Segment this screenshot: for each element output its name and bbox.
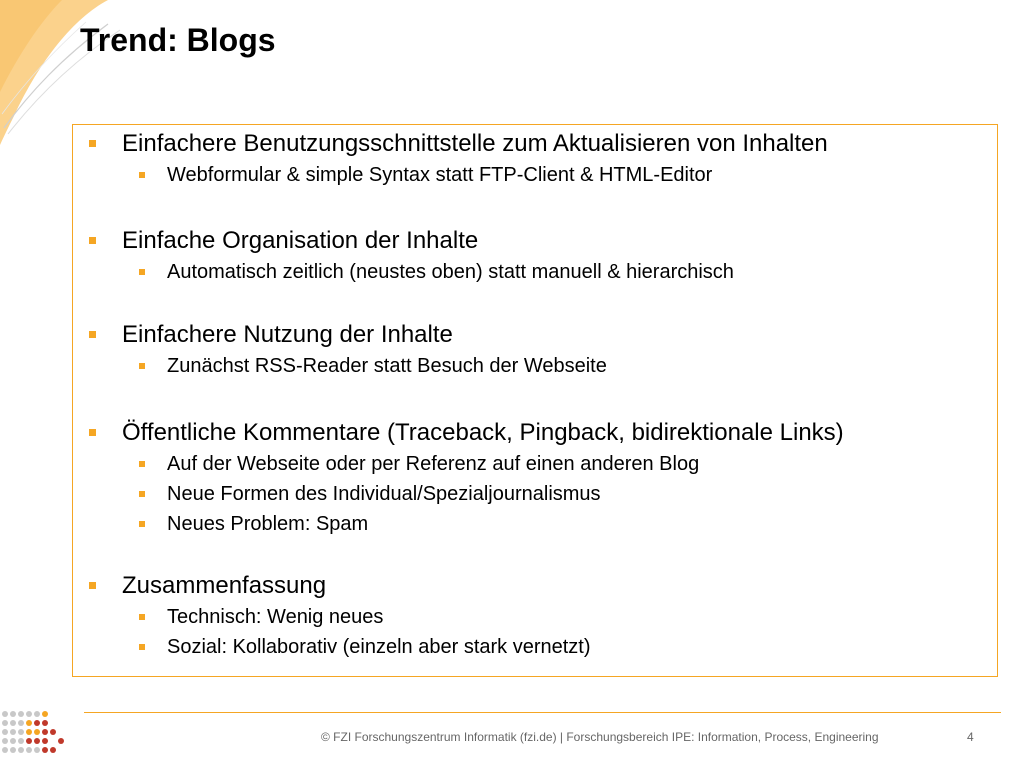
square-bullet-icon [139, 363, 145, 369]
sub-bullet-item [167, 451, 699, 477]
sub-bullet-text: Automatisch zeitlich (neustes oben) statt manuell & hierarchisch [167, 261, 734, 283]
square-bullet-icon [139, 172, 145, 178]
sub-bullet-item [167, 353, 607, 379]
sub-bullet-text: Neues Problem: Spam [167, 513, 369, 535]
sub-bullet-item [167, 511, 368, 537]
bullet-text: Öffentliche Kommentare (Traceback, Pingback, bidirektionale Links) [122, 419, 844, 446]
fzi-logo-icon [0, 708, 70, 762]
sub-bullet-item [167, 481, 601, 507]
bullet-item-interface [122, 129, 828, 159]
bullet-item-summary [122, 571, 326, 601]
bullet-text: Einfachere Nutzung der Inhalte [122, 321, 453, 348]
square-bullet-icon [139, 614, 145, 620]
bullet-text: Zusammenfassung [122, 572, 327, 599]
square-bullet-icon [139, 269, 145, 275]
sub-bullet-text: Sozial: Kollaborativ (einzeln aber stark vernetzt) [167, 636, 591, 658]
footer-divider [84, 712, 1001, 713]
content-box [72, 124, 998, 677]
square-bullet-icon [139, 644, 145, 650]
sub-bullet-item [167, 634, 591, 660]
square-bullet-icon [139, 521, 145, 527]
square-bullet-icon [89, 429, 96, 436]
bullet-item-organisation [122, 226, 478, 256]
square-bullet-icon [89, 582, 96, 589]
page-number: 4 [967, 730, 974, 744]
sub-bullet-item [167, 259, 734, 285]
square-bullet-icon [139, 491, 145, 497]
square-bullet-icon [139, 461, 145, 467]
square-bullet-icon [89, 237, 96, 244]
sub-bullet-text: Zunächst RSS-Reader statt Besuch der Webseite [167, 355, 607, 377]
bullet-item-usage [122, 320, 453, 350]
sub-bullet-item [167, 162, 712, 188]
sub-bullet-text: Technisch: Wenig neues [167, 606, 384, 628]
sub-bullet-item [167, 604, 383, 630]
slide-title: Trend: Blogs [80, 22, 276, 58]
sub-bullet-text: Webformular & simple Syntax statt FTP-Client & HTML-Editor [167, 164, 713, 186]
sub-bullet-text: Neue Formen des Individual/Spezialjournalismus [167, 483, 601, 505]
footer-text: © FZI Forschungszentrum Informatik (fzi.de) | Forschungsbereich IPE: Information, Process, Engineering [321, 730, 879, 744]
sub-bullet-text: Auf der Webseite oder per Referenz auf einen anderen Blog [167, 453, 700, 475]
square-bullet-icon [89, 331, 96, 338]
bullet-item-comments [122, 418, 844, 448]
bullet-text: Einfachere Benutzungsschnittstelle zum Aktualisieren von Inhalten [122, 130, 828, 157]
bullet-text: Einfache Organisation der Inhalte [122, 227, 479, 254]
square-bullet-icon [89, 140, 96, 147]
